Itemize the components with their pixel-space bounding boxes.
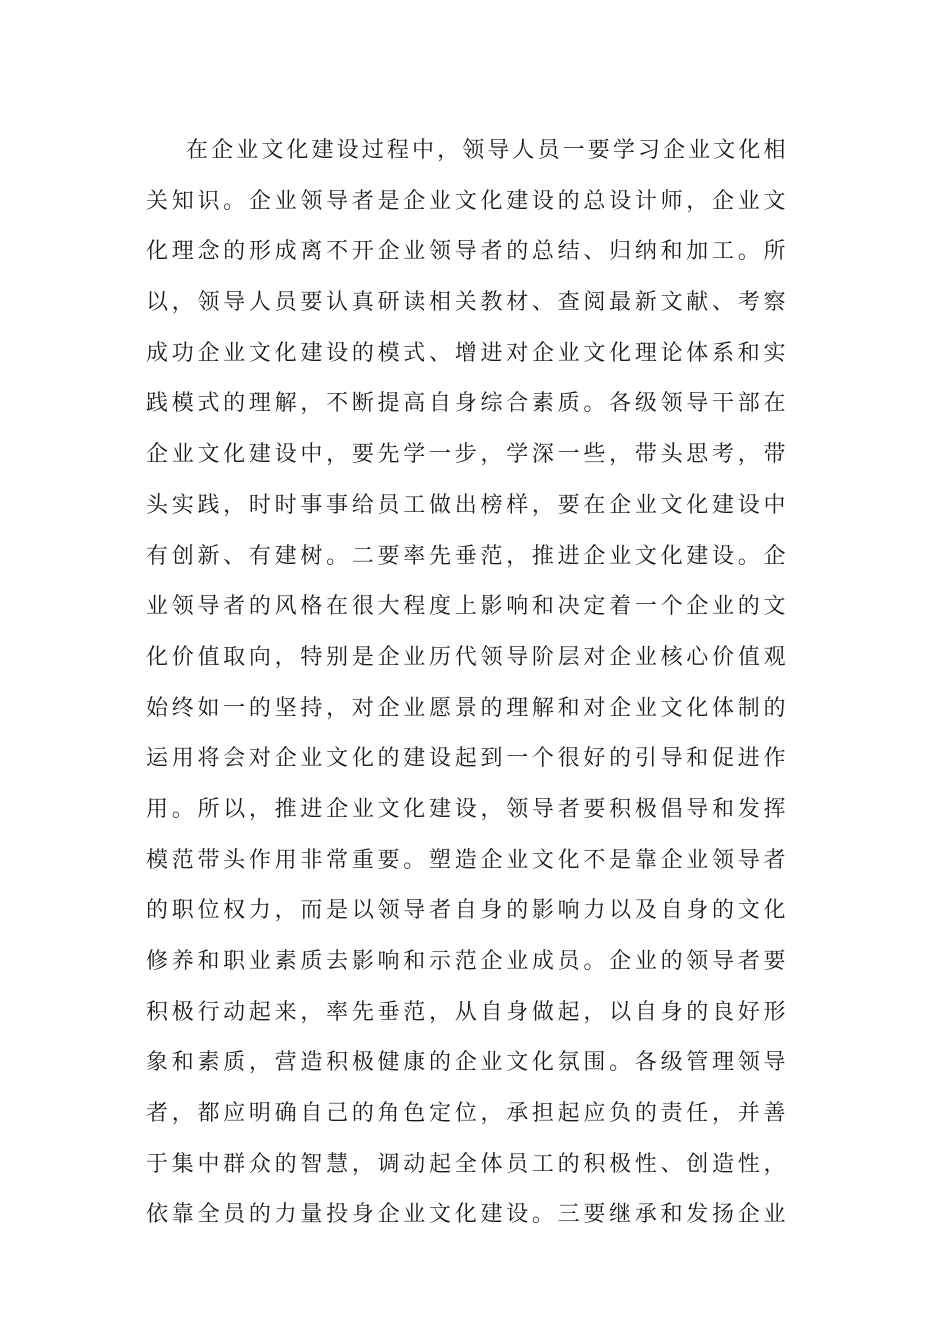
text-line-16: 的职位权力，而是以领导者自身的影响力以及自身的文化 bbox=[146, 898, 786, 924]
text-line-18: 积极行动起来，率先垂范，从自身做起，以自身的良好形 bbox=[146, 999, 786, 1025]
body-paragraph bbox=[146, 126, 786, 1241]
text-line-17: 修养和职业素质去影响和示范企业成员。企业的领导者要 bbox=[146, 949, 786, 974]
text-line-10: 业领导者的风格在很大程度上影响和决定着一个企业的文 bbox=[146, 594, 786, 620]
text-line-22: 依靠全员的力量投身企业文化建设。三要继承和发扬企业 bbox=[146, 1202, 786, 1228]
text-line-7: 企业文化建设中，要先学一步，学深一些，带头思考，带 bbox=[146, 442, 786, 468]
text-line-19: 象和素质，营造积极健康的企业文化氛围。各级管理领导 bbox=[146, 1050, 786, 1076]
text-line-6: 践模式的理解，不断提高自身综合素质。各级领导干部在 bbox=[146, 391, 786, 417]
text-line-3: 化理念的形成离不开企业领导者的总结、归纳和加工。所 bbox=[146, 239, 786, 265]
text-line-21: 于集中群众的智慧，调动起全体员工的积极性、创造性， bbox=[146, 1151, 786, 1177]
text-line-12: 始终如一的坚持，对企业愿景的理解和对企业文化体制的 bbox=[146, 695, 786, 721]
text-line-8: 头实践，时时事事给员工做出榜样，要在企业文化建设中 bbox=[146, 492, 786, 518]
text-line-11: 化价值取向，特别是企业历代领导阶层对企业核心价值观 bbox=[146, 644, 786, 670]
text-line-9: 有创新、有建树。二要率先垂范，推进企业文化建设。企 bbox=[146, 543, 786, 569]
text-line-1: 在企业文化建设过程中，领导人员一要学习企业文化相 bbox=[186, 138, 786, 163]
text-line-5: 成功企业文化建设的模式、增进对企业文化理论体系和实 bbox=[146, 340, 786, 366]
text-line-13: 运用将会对企业文化的建设起到一个很好的引导和促进作 bbox=[146, 746, 786, 772]
text-line-14: 用。所以，推进企业文化建设，领导者要积极倡导和发挥 bbox=[146, 796, 786, 822]
text-line-4: 以，领导人员要认真研读相关教材、查阅最新文献、考察 bbox=[146, 290, 786, 316]
text-line-15: 模范带头作用非常重要。塑造企业文化不是靠企业领导者 bbox=[146, 847, 786, 873]
text-line-20: 者，都应明确自己的角色定位，承担起应负的责任，并善 bbox=[146, 1101, 786, 1127]
text-line-2: 关知识。企业领导者是企业文化建设的总设计师，企业文 bbox=[146, 188, 786, 214]
